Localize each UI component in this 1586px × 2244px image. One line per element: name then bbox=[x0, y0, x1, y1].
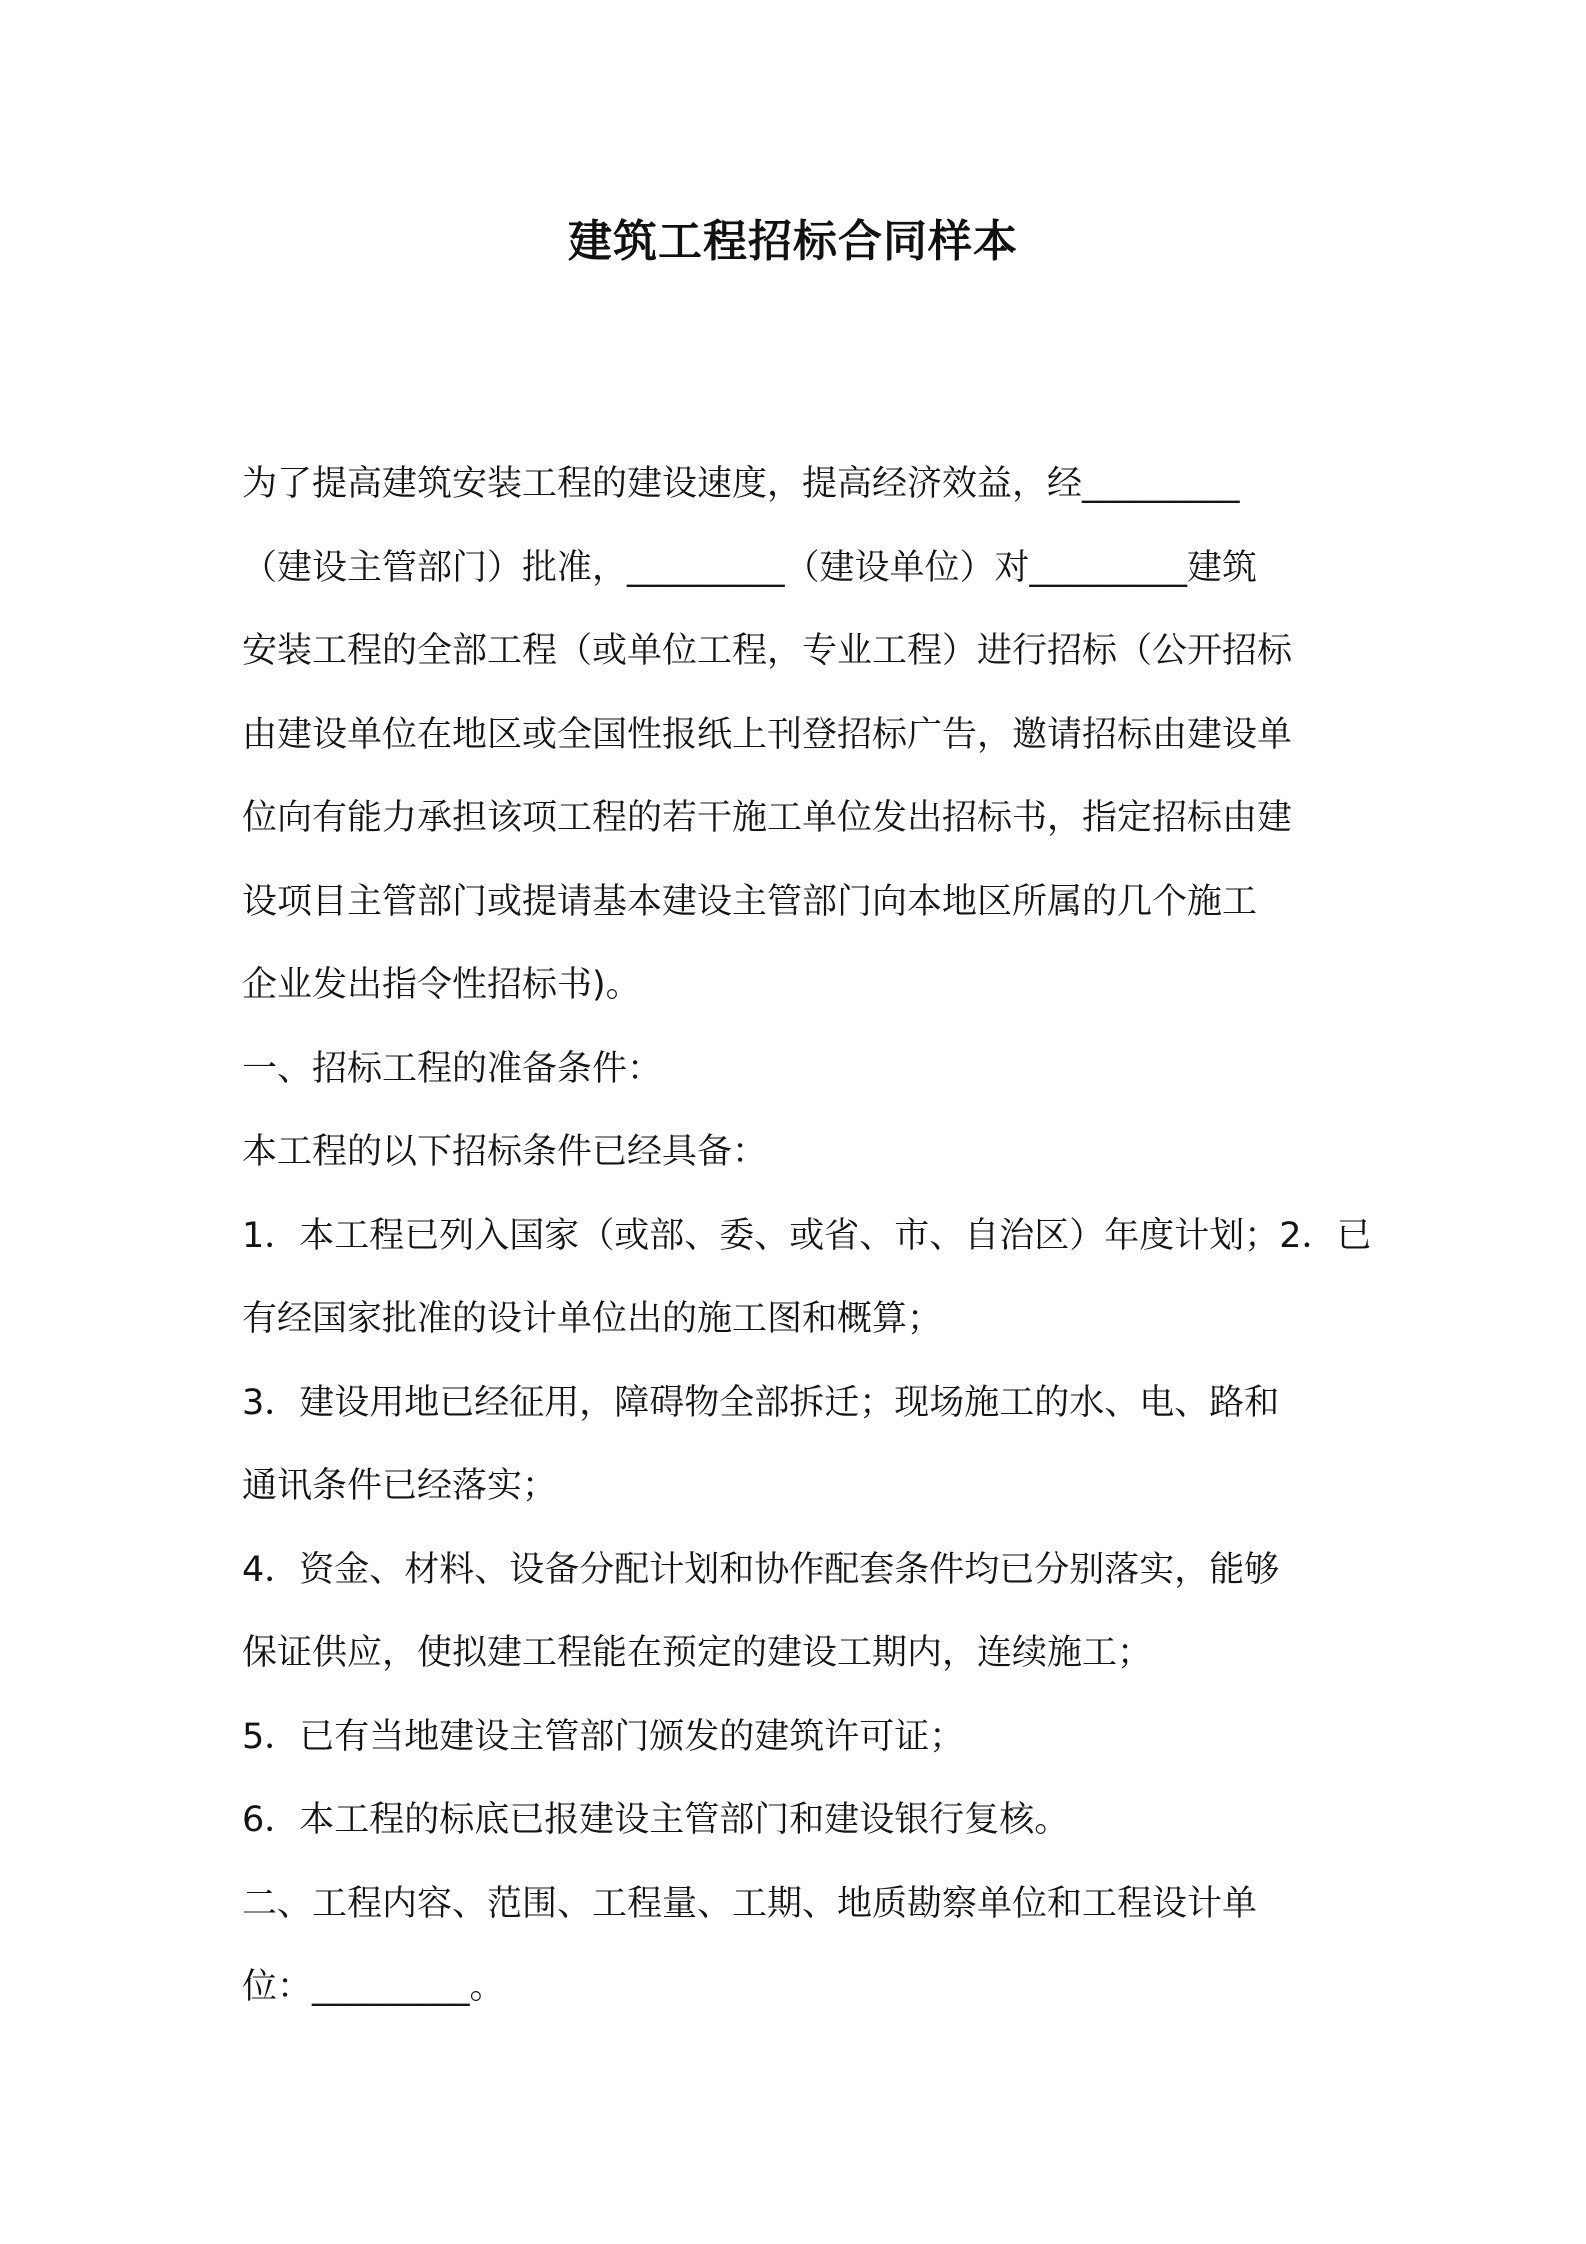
section-heading: 一、招标工程的准备条件： bbox=[242, 1049, 663, 1089]
paragraph-line: 由建设单位在地区或全国性报纸上刊登招标广告，邀请招标由建设单 bbox=[242, 715, 1293, 755]
list-item-line: 有经国家批准的设计单位出的施工图和概算； bbox=[242, 1299, 943, 1339]
section-heading: 二、工程内容、范围、工程量、工期、地质勘察单位和工程设计单 bbox=[242, 1884, 1258, 1924]
paragraph-line: 位向有能力承担该项工程的若干施工单位发出招标书，指定招标由建 bbox=[242, 798, 1293, 838]
list-item-line: 4．资金、材料、设备分配计划和协作配套条件均已分别落实，能够 bbox=[242, 1550, 1280, 1590]
section-heading-line: 位：_________。 bbox=[242, 1967, 505, 2007]
list-item-line: 6．本工程的标底已报建设主管部门和建设银行复核。 bbox=[242, 1800, 1070, 1840]
paragraph-line: 设项目主管部门或提请基本建设主管部门向本地区所属的几个施工 bbox=[242, 882, 1258, 922]
list-item-line: 保证供应，使拟建工程能在预定的建设工期内，连续施工； bbox=[242, 1633, 1153, 1673]
paragraph-line: 企业发出指令性招标书)。 bbox=[242, 965, 641, 1005]
paragraph-line: （建设主管部门）批准，_________（建设单位）对_________建筑 bbox=[242, 548, 1258, 588]
paragraph-line: 本工程的以下招标条件已经具备： bbox=[242, 1132, 768, 1172]
paragraph-line: 为了提高建筑安装工程的建设速度，提高经济效益，经_________ bbox=[242, 464, 1240, 504]
list-item-line: 5．已有当地建设主管部门颁发的建筑许可证； bbox=[242, 1717, 965, 1757]
list-item-line: 3．建设用地已经征用，障碍物全部拆迁；现场施工的水、电、路和 bbox=[242, 1383, 1280, 1423]
list-item-line: 通讯条件已经落实； bbox=[242, 1466, 558, 1506]
list-item-line: 1．本工程已列入国家（或部、委、或省、市、自治区）年度计划；2．已 bbox=[242, 1216, 1372, 1256]
document-title: 建筑工程招标合同样本 bbox=[568, 216, 1018, 267]
paragraph-line: 安装工程的全部工程（或单位工程，专业工程）进行招标（公开招标 bbox=[242, 631, 1293, 671]
